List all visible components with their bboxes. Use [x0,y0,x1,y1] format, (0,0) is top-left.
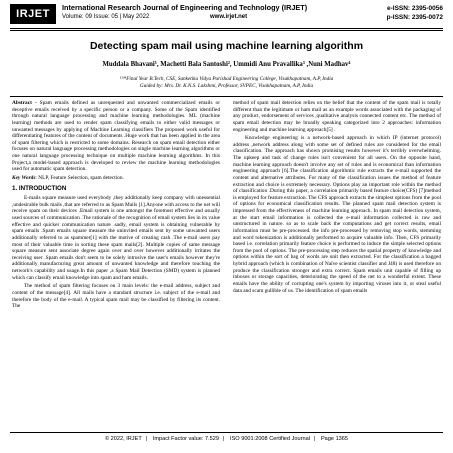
footer-rule [10,432,443,433]
issn-block [373,4,443,22]
journal-logo: IRJET [10,4,56,24]
abstract-text: Spam emails defined as unrequested and unwanted commercialized emails or deceptive emails received by a specific person or a company. Some of the Spam identified through natural language processing and machine learning methodologies. ML (machine learning) methods are used to render spam classifying emails to either valid messages or unwanted messages by applying of Machine Learning classifiers The proposed work useful for differentiating features of the content of documents .Huge work that has been applied in the area of spam filtering which is restricted to some domains. Research on spam email detection either focuses on natural language processing methodologies on single machine learning algorithms or one natural language processing technique on multiple machine learning algorithms. In this Project,a model-based approach is developed to review the machine learning methodologies used for automatic spam detection. [12,100,220,173]
footer-copyright: © 2022, IRJET [104,436,142,442]
body-paragraph-1: method of spam mail detection relies on the belief that the content of the spam mail is totally different than the legitimate or ham mail as an example words associated with the packaging of any product, endorsement of services ,qualitative analysis connected content etc. The method of spam email detection may be broadly speaking categorized into 2 approaches: information engineering and machine learning approach[5] . [233,100,441,133]
footer-page-number: Page 1365 [320,436,349,442]
journal-header [10,4,443,26]
eissn: e-ISSN: 2395-0056 [386,5,443,12]
right-column [233,100,441,296]
affiliations [10,76,443,89]
abstract-label: Abstract - [12,100,37,106]
journal-website-link[interactable]: www.irjet.net [210,14,248,20]
guide-line: Guided by: Mrs. Dr. K.N.S. Lakshmi, Professor, SVPEC, Visakhapatnam, A.P, India [139,82,314,89]
keywords-paragraph [12,175,220,182]
left-column [12,100,220,312]
header-rule-thin [10,30,443,31]
section-heading-introduction: 1. INTRODUCTION [12,184,67,192]
affiliation-line: ¹²³⁴Final Year B.Tech, CSE, Sanketika Vidya Parishad Engineering College, Visakhapatnam, A.P, India [119,76,334,82]
footer-impact-factor: Impact Factor value: 7.529 [152,436,219,442]
intro-paragraph-1: E-mails square measure used everybody ,they additionally keep company with unessential ,undesirable bulk mails ,that are referred to as Spam Mails [1].Anyone with access to the net will receive spam on their devices .Email system is one amongst the foremost effective and usually used sources of communication .The rationale of the recognition of email system lies in its value effective and quicker communication nature .sadly, email system is obtaining vulnerable by spam emails .Spam emails square measure the uninvited emails sent by some unwanted users additionally referred to as spammer[1] with the motive of creating cash .The e-mail users pay most of their valuable time in sorting these spam mails[2]. Multiple copies of same message square measure sent associate degree again over and over however additionally irritates the receiving user .Spam emails don't seem to be solely intrusive the user's emails however they're additionally manufacturing great amount of unwanted knowledge and therefore touching the network's capability and usage.In this paper ,a Spam Mail Detection (SMD) system is planned which can classify email knowledge into spam and ham emails. [12,195,220,281]
journal-footer: © 2022, IRJET | Impact Factor value: 7.529 | ISO 9001:2008 Certified Journal | Page 1365 [10,436,443,442]
footer-iso: ISO 9001:2008 Certified Journal [230,436,310,442]
keywords-label: Key Words [12,174,36,181]
volume-info: Volume: 09 Issue: 05 | May 2022 [62,14,150,20]
journal-name: International Research Journal of Engineering and Technology (IRJET) [62,3,308,12]
title-separator-rule [10,96,443,97]
paper-title: Detecting spam mail using machine learning algorithm [89,40,364,52]
body-paragraph-2: Knowledge engineering is a network-based approach in which IP (internet protocol) address ,network address along with some set of defined rules are considered for the email classification. The approach has shown promising results however it's terribly overwhelming. The upkeep and task of change rules isn't convenient for all users. On the opposite hand, machine learning approach doesn't involve any set of rules and is economical than information engineering approach [6].The classification algorithmic rule extracts the e-mail supported the content and alternative attributes. For many of the classification issues the method of feature extraction and choice is extremely necessary. Options play an important role within the method of classification .During this paper, a correlation primarily based feature choice(CFS) [7]method is employed for feature extraction. The CFS approach extracts the simplest options from the pool of options for economical classification results. The planned spam mail detection system is impressed from the effectiveness of machine learning approach. In spam mail detection system, at the start email information is collected the e-mail information collected is raw and unstructured in nature. so as to scale back the computations and get correct results, email information must be pre-processed. the info pre-processed by removing stop words, stemming and word tokenization is additionally performed to acquire valuable info. Then, CFS primarily based i.e. correlation primarily feature choice is performed to induce the simple selected options from the pool of options. The pre-processing step reduces the spatial property of knowledge and options within the sort of bag of words are unit then extracted. For the classification a bagged hybrid approach (which is combination of Naïve scientist classifier and J48) is used therefore on produce the classification stronger and extra correct. Spam emails unit capable of filling up inboxes or storage capacities, deteriorating the speed of the net to a wonderful extent. These emails have the ability of corrupting one's system by importing viruses into it, or steal useful data and scam gullible of us. The identification of spam emails [233,135,441,294]
abstract-paragraph [12,100,220,173]
pissn: p-ISSN: 2395-0072 [386,14,443,21]
keywords-text: : NLP, Feature Selection, spam detection. [35,174,124,181]
intro-paragraph-2: The method of spam filtering focuses on 3 main levels: the e-mail address, subject and content of the message[4]. All mails have a standard structure i.e. subject of the e-mail and therefore the body of the e-mail. A typical spam mail may be classified by filtering its content. The [12,283,220,310]
header-rule [10,28,443,29]
paper-authors: Muddala Bhavani¹, Machetti Bala Santoshi², Ummidi Anu Pravallika³ ,Nuni Madhav⁴ [102,61,351,68]
